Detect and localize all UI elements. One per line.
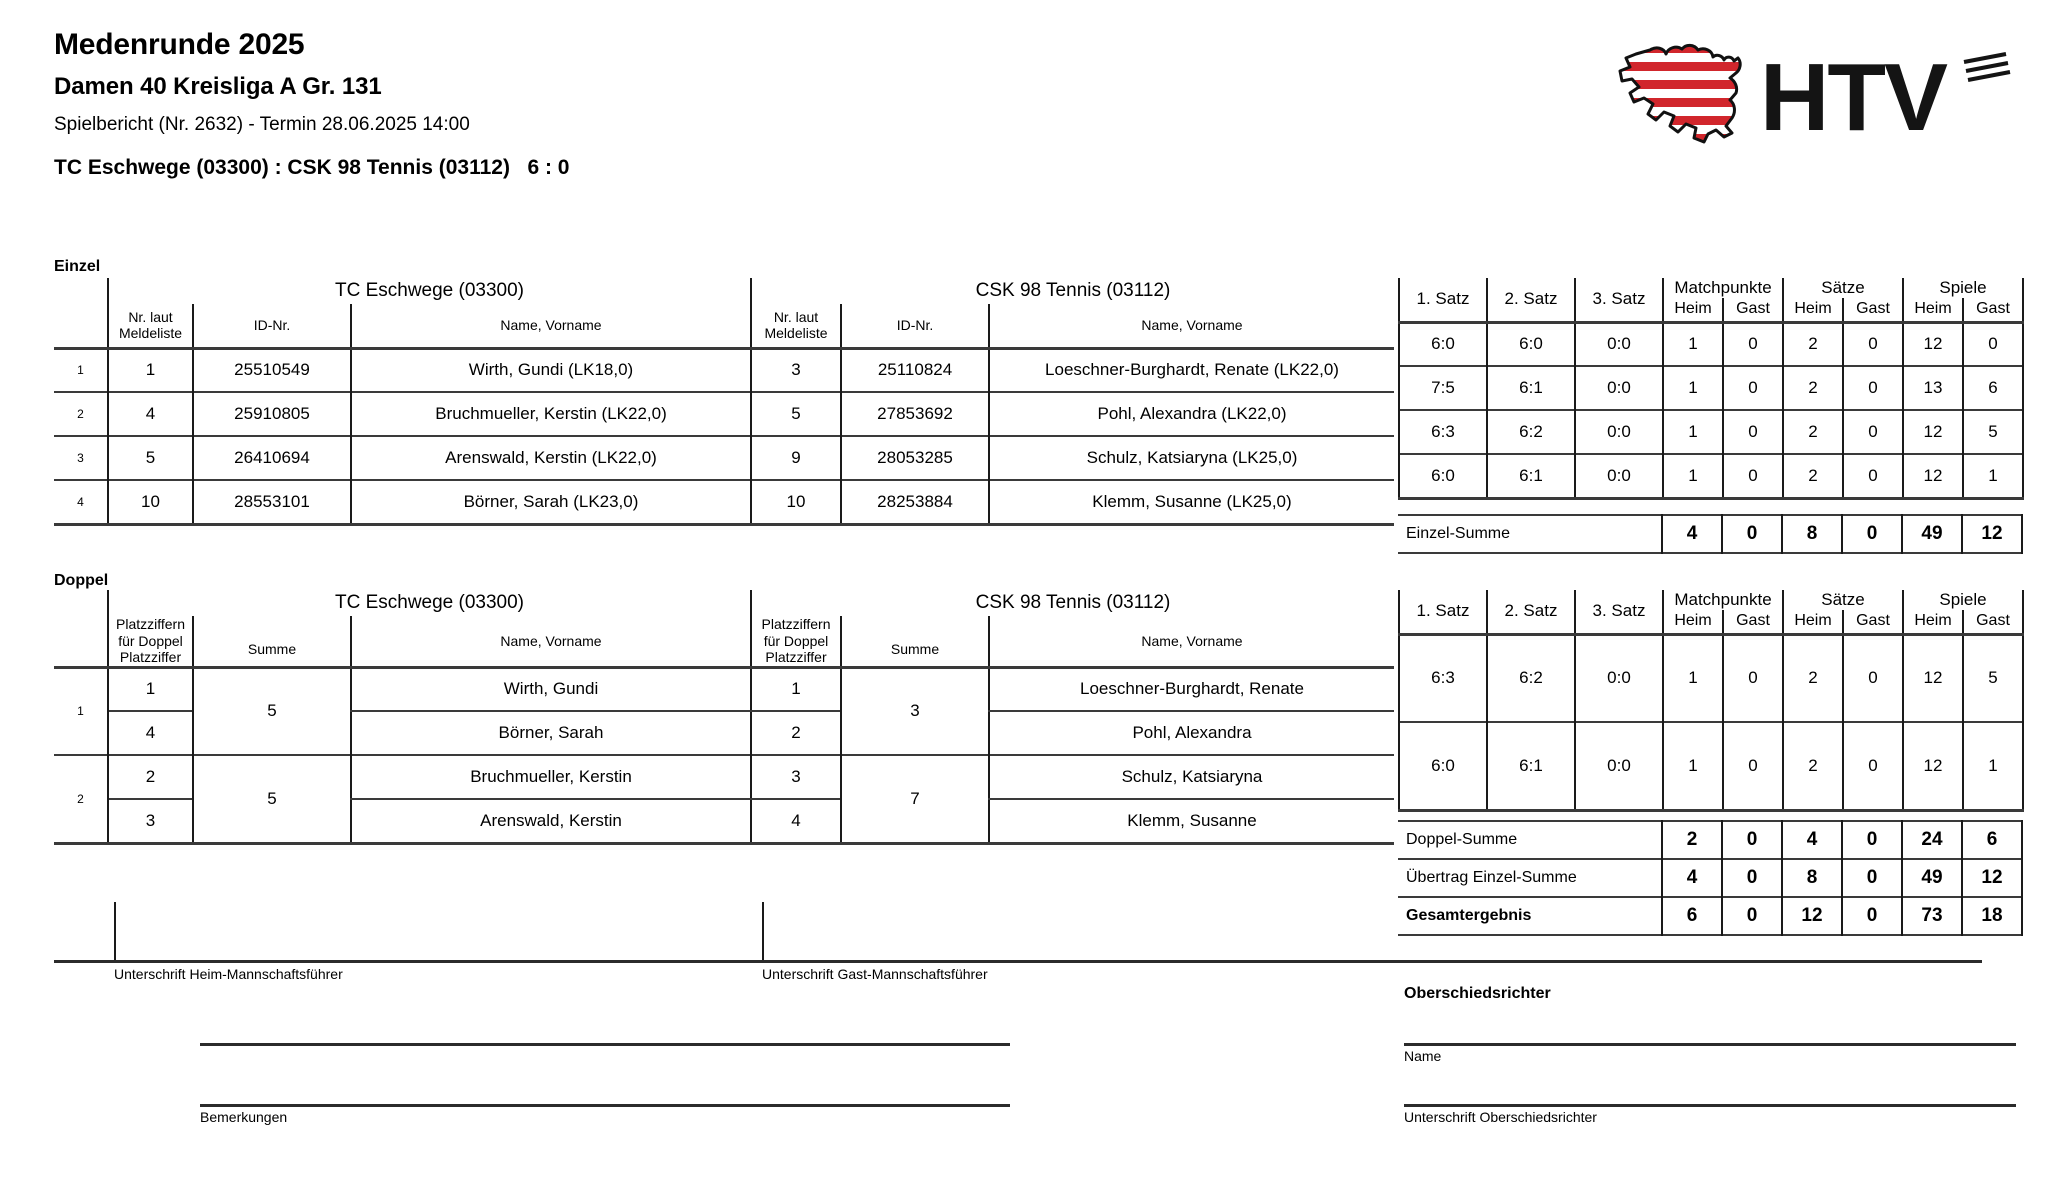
summary-label: Doppel-Summe [1406, 831, 1518, 848]
doppel-spiele-heim: 12 [1903, 722, 1963, 810]
doppel-set-2-score: 6:1 [1487, 722, 1575, 810]
nr-line-1: Nr. laut [128, 308, 173, 325]
einzel-home-nr-header [108, 304, 193, 348]
doppel-guest-player-1: Loeschner-Burghardt, Renate [989, 667, 1394, 711]
einzel-saetze-heim: 2 [1783, 454, 1843, 498]
summary-matchpunkte-gast: 0 [1722, 859, 1782, 897]
einzel-set-3-score: 0:0 [1575, 322, 1663, 366]
header-matchpunkte: Matchpunkte [1663, 278, 1783, 298]
doppel-home-club: TC Eschwege (03300) [108, 590, 751, 616]
einzel-row-number: 2 [77, 407, 84, 421]
doppel-saetze-heim: 2 [1783, 634, 1843, 722]
einzel-home-meldeliste-nr: 10 [108, 480, 193, 524]
nr-line-2: Meldeliste [118, 325, 183, 342]
doppel-guest-player-1: Schulz, Katsiaryna [989, 755, 1394, 799]
summary-label: Übertrag Einzel-Summe [1406, 869, 1577, 886]
einzel-summe-mp-heim: 4 [1662, 515, 1722, 553]
summe-spacer [842, 624, 988, 641]
home-captain-label: Unterschrift Heim-Mannschaftsführer [114, 966, 343, 982]
einzel-summe-row [1398, 515, 2022, 553]
einzel-guest-club: CSK 98 Tennis (03112) [751, 278, 1394, 304]
table-row [54, 348, 1394, 392]
einzel-saetze-heim: 2 [1783, 366, 1843, 410]
spacer-cell [54, 278, 108, 304]
einzel-spiele-gast: 6 [1963, 366, 2023, 410]
doppel-saetze-gast: 0 [1843, 722, 1903, 810]
captain-signature-line [54, 960, 1982, 963]
summary-matchpunkte-gast: 0 [1722, 821, 1782, 859]
summary-row [1398, 821, 2022, 859]
doppel-set-3-score: 0:0 [1575, 722, 1663, 810]
summary-matchpunkte-heim: 2 [1662, 821, 1722, 859]
score-row [1399, 366, 2023, 410]
einzel-spiele-heim: 13 [1903, 366, 1963, 410]
einzel-matchpunkte-gast: 0 [1723, 322, 1783, 366]
table-row [54, 667, 1394, 711]
summary-spiele-heim: 24 [1902, 821, 1962, 859]
einzel-row-number: 4 [77, 494, 84, 509]
header-satz-2: 2. Satz [1487, 590, 1575, 634]
doppel-home-player-1: Bruchmueller, Kerstin [351, 755, 751, 799]
doppel-home-platz-header [108, 616, 193, 667]
platz-line-2: Platzziffer [765, 649, 827, 666]
einzel-spiele-gast: 0 [1963, 322, 2023, 366]
doppel-guest-platzziffer-2: 4 [751, 799, 841, 843]
einzel-set-1-score: 7:5 [1399, 366, 1487, 410]
doppel-rows [54, 667, 1394, 843]
score-row [1399, 322, 2023, 366]
einzel-saetze-heim: 2 [1783, 410, 1843, 454]
einzel-guest-id: 28053285 [841, 436, 989, 480]
score-row [1399, 722, 2023, 810]
summary-saetze-gast: 0 [1842, 897, 1902, 935]
einzel-home-club: TC Eschwege (03300) [108, 278, 751, 304]
header-satz-3: 3. Satz [1575, 590, 1663, 634]
einzel-summary-table [1398, 514, 2023, 554]
header-sp-heim: Heim [1903, 610, 1963, 634]
doppel-set-2-score: 6:2 [1487, 634, 1575, 722]
summary-row [1398, 897, 2022, 935]
doppel-set-3-score: 0:0 [1575, 634, 1663, 722]
einzel-guest-player-name: Loeschner-Burghardt, Renate (LK22,0) [989, 348, 1394, 392]
doppel-guest-club: CSK 98 Tennis (03112) [751, 590, 1394, 616]
nr-line-1: Nr. laut [773, 308, 819, 325]
summary-matchpunkte-heim: 6 [1662, 897, 1722, 935]
doppel-club-header-row [54, 590, 1394, 616]
doppel-home-summe-header [193, 616, 351, 667]
doppel-row-number: 2 [77, 791, 84, 806]
summary-saetze-gast: 0 [1842, 859, 1902, 897]
einzel-matchpunkte-gast: 0 [1723, 410, 1783, 454]
summary-saetze-heim: 12 [1782, 897, 1842, 935]
doppel-matchpunkte-gast: 0 [1723, 634, 1783, 722]
einzel-home-player-name: Börner, Sarah (LK23,0) [351, 480, 751, 524]
score-row [1399, 454, 2023, 498]
einzel-row-number: 3 [77, 451, 84, 465]
einzel-players-table [54, 278, 1394, 526]
einzel-guest-id: 25110824 [841, 348, 989, 392]
einzel-matchpunkte-heim: 1 [1663, 410, 1723, 454]
doppel-guest-player-2: Pohl, Alexandra [989, 711, 1394, 755]
summary-matchpunkte-heim: 4 [1662, 859, 1722, 897]
einzel-home-id-header: ID-Nr. [193, 304, 351, 348]
doppel-players-table [54, 590, 1394, 845]
einzel-guest-player-name: Schulz, Katsiaryna (LK25,0) [989, 436, 1394, 480]
einzel-club-header-row [54, 278, 1394, 304]
doppel-home-platzziffer-2: 3 [108, 799, 193, 843]
header-sp-gast: Gast [1963, 610, 2023, 634]
doppel-matchpunkte-heim: 1 [1663, 634, 1723, 722]
table-row [54, 436, 1394, 480]
einzel-home-meldeliste-nr: 5 [108, 436, 193, 480]
header-sz-gast: Gast [1843, 610, 1903, 634]
match-result-line: TC Eschwege (03300) : CSK 98 Tennis (03112) 6 : 0 [54, 155, 570, 179]
einzel-spiele-heim: 12 [1903, 454, 1963, 498]
doppel-summary-rows [1398, 821, 2022, 935]
doppel-home-platzziffer-1: 2 [108, 755, 193, 799]
header-satz-2: 2. Satz [1487, 278, 1575, 322]
einzel-home-id: 25910805 [193, 392, 351, 436]
report-meta-line: Spielbericht (Nr. 2632) - Termin 28.06.2025 14:00 [54, 114, 470, 136]
header-mp-heim: Heim [1663, 298, 1723, 322]
doppel-score-header-top [1399, 590, 2023, 610]
einzel-matchpunkte-heim: 1 [1663, 322, 1723, 366]
einzel-spiele-gast: 1 [1963, 454, 2023, 498]
doppel-set-1-score: 6:0 [1399, 722, 1487, 810]
einzel-guest-player-name: Pohl, Alexandra (LK22,0) [989, 392, 1394, 436]
spacer-cell [54, 590, 108, 616]
doppel-guest-platzziffer-1: 1 [751, 667, 841, 711]
summe-label: Summe [890, 640, 940, 657]
header-sz-heim: Heim [1783, 610, 1843, 634]
header-sz-gast: Gast [1843, 298, 1903, 322]
header-satz-1: 1. Satz [1399, 278, 1487, 322]
einzel-set-2-score: 6:1 [1487, 454, 1575, 498]
doppel-home-platz-summe: 5 [193, 667, 351, 755]
nr-line-2: Meldeliste [764, 325, 828, 342]
einzel-home-name-header: Name, Vorname [351, 304, 751, 348]
doppel-guest-summe-header [841, 616, 989, 667]
einzel-guest-nr-header [751, 304, 841, 348]
einzel-saetze-gast: 0 [1843, 366, 1903, 410]
einzel-spiele-heim: 12 [1903, 410, 1963, 454]
einzel-set-1-score: 6:3 [1399, 410, 1487, 454]
einzel-home-meldeliste-nr: 4 [108, 392, 193, 436]
doppel-scores-table [1398, 590, 2024, 812]
doppel-home-platzziffer-1: 1 [108, 667, 193, 711]
einzel-home-id: 26410694 [193, 436, 351, 480]
einzel-subheader-row [54, 304, 1394, 348]
einzel-matchpunkte-heim: 1 [1663, 366, 1723, 410]
summary-spiele-heim: 49 [1902, 859, 1962, 897]
einzel-set-1-score: 6:0 [1399, 454, 1487, 498]
summary-row [1398, 859, 2022, 897]
doppel-spiele-gast: 5 [1963, 634, 2023, 722]
remark-line-upper [200, 1043, 1010, 1046]
doppel-matchpunkte-heim: 1 [1663, 722, 1723, 810]
summary-spiele-gast: 18 [1962, 897, 2022, 935]
einzel-spiele-heim: 12 [1903, 322, 1963, 366]
einzel-home-id: 28553101 [193, 480, 351, 524]
league-subtitle: Damen 40 Kreisliga A Gr. 131 [54, 72, 382, 100]
einzel-saetze-gast: 0 [1843, 454, 1903, 498]
referee-heading: Oberschiedsrichter [1404, 985, 1551, 1002]
einzel-set-3-score: 0:0 [1575, 410, 1663, 454]
summary-label: Gesamtergebnis [1406, 907, 1532, 924]
einzel-guest-id: 28253884 [841, 480, 989, 524]
header-saetze: Sätze [1783, 590, 1903, 610]
doppel-home-platz-summe: 5 [193, 755, 351, 843]
score-row [1399, 410, 2023, 454]
doppel-guest-platz-header [751, 616, 841, 667]
einzel-score-header-top [1399, 278, 2023, 298]
header-sp-heim: Heim [1903, 298, 1963, 322]
header-satz-1: 1. Satz [1399, 590, 1487, 634]
doppel-guest-platzziffer-1: 3 [751, 755, 841, 799]
einzel-scores-table [1398, 278, 2024, 500]
doppel-matchpunkte-gast: 0 [1723, 722, 1783, 810]
platz-line-1: Platzziffern für Doppel [116, 616, 185, 649]
doppel-home-platzziffer-2: 4 [108, 711, 193, 755]
referee-signature-line [1404, 1104, 2016, 1107]
einzel-summe-sp-gast: 12 [1962, 515, 2022, 553]
guest-signature-tick [762, 902, 764, 962]
header-mp-heim: Heim [1663, 610, 1723, 634]
einzel-summe-mp-gast: 0 [1722, 515, 1782, 553]
platz-line-2: Platzziffer [119, 649, 182, 666]
einzel-guest-id: 27853692 [841, 392, 989, 436]
einzel-set-2-score: 6:1 [1487, 366, 1575, 410]
einzel-saetze-heim: 2 [1783, 322, 1843, 366]
einzel-matchpunkte-heim: 1 [1663, 454, 1723, 498]
header-spiele: Spiele [1903, 590, 2023, 610]
header-sp-gast: Gast [1963, 298, 2023, 322]
header-sz-heim: Heim [1783, 298, 1843, 322]
doppel-spiele-gast: 1 [1963, 722, 2023, 810]
doppel-home-player-2: Börner, Sarah [351, 711, 751, 755]
referee-name-line [1404, 1043, 2016, 1046]
document-header [54, 28, 569, 180]
doppel-section-label: Doppel [54, 572, 109, 589]
score-row [1399, 634, 2023, 722]
header-mp-gast: Gast [1723, 298, 1783, 322]
referee-name-label: Name [1404, 1048, 1442, 1064]
summary-saetze-gast: 0 [1842, 821, 1902, 859]
table-row [54, 392, 1394, 436]
referee-signature-label: Unterschrift Oberschiedsrichter [1404, 1109, 1597, 1125]
einzel-guest-player-name: Klemm, Susanne (LK25,0) [989, 480, 1394, 524]
summe-label: Summe [247, 640, 297, 657]
doppel-set-1-score: 6:3 [1399, 634, 1487, 722]
einzel-spiele-gast: 5 [1963, 410, 2023, 454]
header-saetze: Sätze [1783, 278, 1903, 298]
einzel-home-player-name: Bruchmueller, Kerstin (LK22,0) [351, 392, 751, 436]
einzel-rows [54, 348, 1394, 524]
doppel-summary-table [1398, 820, 2023, 936]
einzel-matchpunkte-gast: 0 [1723, 454, 1783, 498]
bemerkungen-label: Bemerkungen [200, 1109, 288, 1125]
einzel-home-id: 25510549 [193, 348, 351, 392]
doppel-guest-name-header: Name, Vorname [989, 616, 1394, 667]
htv-logo [1612, 38, 2012, 146]
header-satz-3: 3. Satz [1575, 278, 1663, 322]
summary-matchpunkte-gast: 0 [1722, 897, 1782, 935]
doppel-home-player-2: Arenswald, Kerstin [351, 799, 751, 843]
spacer-cell [54, 304, 108, 348]
doppel-guest-platz-summe: 7 [841, 755, 989, 843]
remark-line-lower [200, 1104, 1010, 1107]
summary-saetze-heim: 4 [1782, 821, 1842, 859]
einzel-summe-sz-heim: 8 [1782, 515, 1842, 553]
einzel-row-number: 1 [77, 363, 84, 378]
einzel-set-2-score: 6:2 [1487, 410, 1575, 454]
header-matchpunkte: Matchpunkte [1663, 590, 1783, 610]
doppel-score-rows [1399, 634, 2023, 810]
doppel-saetze-heim: 2 [1783, 722, 1843, 810]
doppel-subheader-row [54, 616, 1394, 667]
einzel-home-meldeliste-nr: 1 [108, 348, 193, 392]
header-spiele: Spiele [1903, 278, 2023, 298]
einzel-set-3-score: 0:0 [1575, 454, 1663, 498]
doppel-saetze-gast: 0 [1843, 634, 1903, 722]
einzel-matchpunkte-gast: 0 [1723, 366, 1783, 410]
doppel-guest-player-2: Klemm, Susanne [989, 799, 1394, 843]
table-row [54, 755, 1394, 799]
summary-saetze-heim: 8 [1782, 859, 1842, 897]
guest-captain-label: Unterschrift Gast-Mannschaftsführer [762, 966, 988, 982]
summary-spiele-gast: 6 [1962, 821, 2022, 859]
einzel-section-label: Einzel [54, 258, 101, 275]
doppel-spiele-heim: 12 [1903, 634, 1963, 722]
doppel-home-player-1: Wirth, Gundi [351, 667, 751, 711]
summary-spiele-gast: 12 [1962, 859, 2022, 897]
platz-line-1: Platzziffern für Doppel [761, 616, 831, 649]
einzel-summe-label: Einzel-Summe [1406, 525, 1511, 542]
einzel-summe-sp-heim: 49 [1902, 515, 1962, 553]
einzel-guest-id-header: ID-Nr. [841, 304, 989, 348]
svg-text:HTV: HTV [1760, 44, 1946, 146]
doppel-row-number: 1 [77, 704, 84, 719]
einzel-summe-sz-gast: 0 [1842, 515, 1902, 553]
einzel-guest-meldeliste-nr: 3 [751, 348, 841, 392]
home-signature-tick [114, 902, 116, 962]
einzel-home-player-name: Arenswald, Kerstin (LK22,0) [351, 436, 751, 480]
spacer-cell [54, 616, 108, 667]
einzel-set-1-score: 6:0 [1399, 322, 1487, 366]
doppel-guest-platzziffer-2: 2 [751, 711, 841, 755]
summe-spacer [194, 624, 350, 641]
einzel-home-player-name: Wirth, Gundi (LK18,0) [351, 348, 751, 392]
einzel-saetze-gast: 0 [1843, 410, 1903, 454]
doppel-home-name-header: Name, Vorname [351, 616, 751, 667]
einzel-guest-name-header: Name, Vorname [989, 304, 1394, 348]
summary-spiele-heim: 73 [1902, 897, 1962, 935]
einzel-guest-meldeliste-nr: 9 [751, 436, 841, 480]
einzel-set-2-score: 6:0 [1487, 322, 1575, 366]
einzel-set-3-score: 0:0 [1575, 366, 1663, 410]
einzel-guest-meldeliste-nr: 5 [751, 392, 841, 436]
header-mp-gast: Gast [1723, 610, 1783, 634]
einzel-guest-meldeliste-nr: 10 [751, 480, 841, 524]
page-title: Medenrunde 2025 [54, 28, 305, 61]
table-row [54, 480, 1394, 524]
einzel-score-rows [1399, 322, 2023, 498]
einzel-saetze-gast: 0 [1843, 322, 1903, 366]
doppel-guest-platz-summe: 3 [841, 667, 989, 755]
